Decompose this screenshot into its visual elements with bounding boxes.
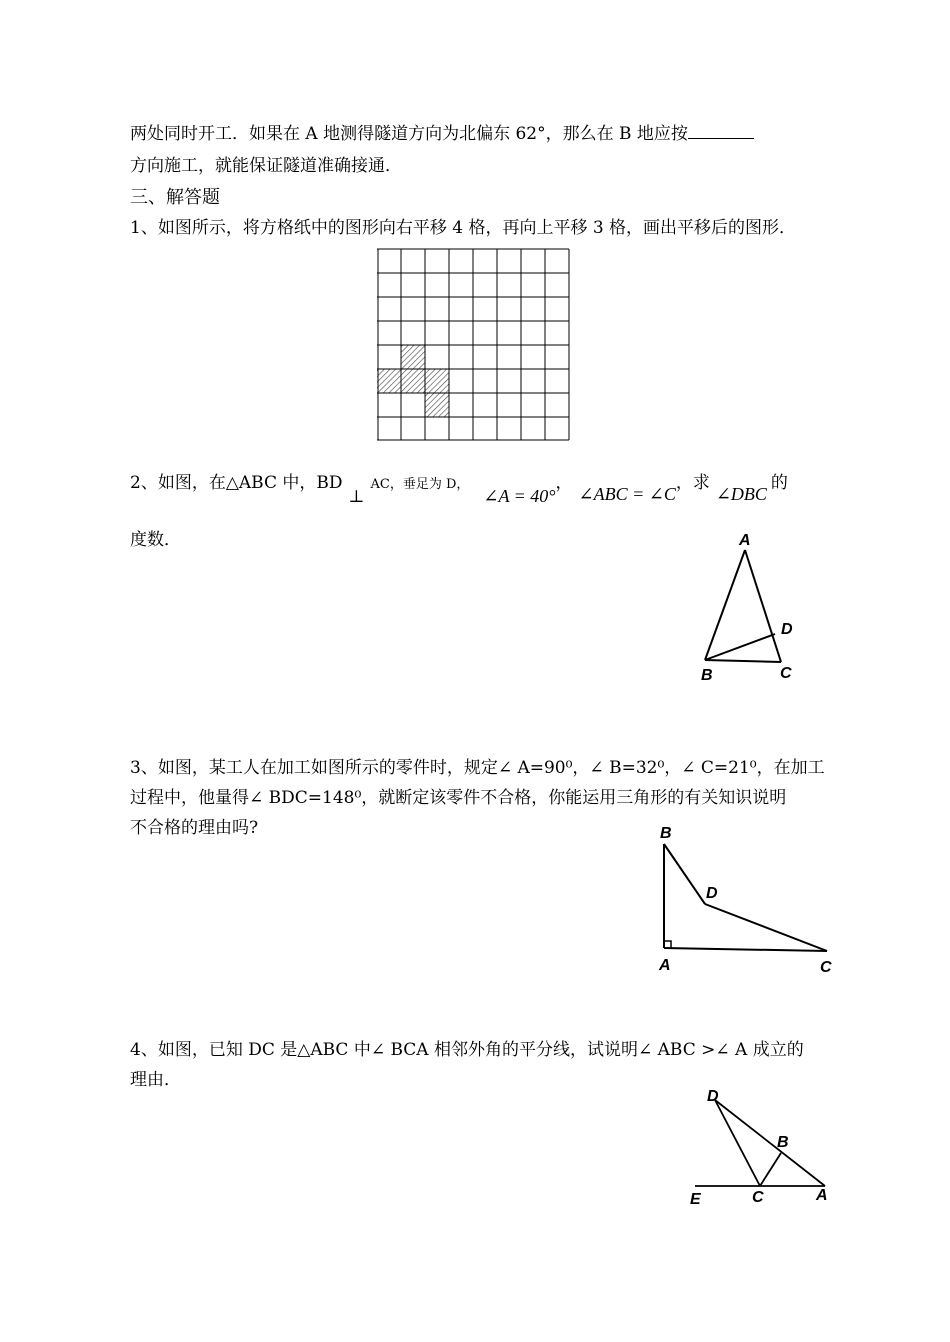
q2-line-1 [130,470,788,507]
q1-text: 1、如图所示，将方格纸中的图形向右平移 4 格，再向上平移 3 格，画出平移后的图形． [130,218,797,238]
q3-line-1: 3、如图，某工人在加工如图所示的零件时，规定∠ A=90⁰，∠ B=32⁰，∠ C=21⁰，在加工 [130,758,825,778]
answer-blank[interactable] [688,120,754,139]
q3-line-2: 过程中，他量得∠ BDC=148⁰，就断定该零件不合格，你能运用三角形的有关知识说明 [130,788,787,808]
q2-triangle-figure [695,530,805,690]
label-a: A [816,1187,828,1204]
q1-grid-figure [377,246,571,442]
intro-line-2: 方向施工，就能保证隧道准确接通． [130,156,402,176]
q4-triangle-figure [685,1085,835,1210]
intro-text: 两处同时开工．如果在 A 地测得隧道方向为北偏东 62°，那么在 B 地应按 [130,124,688,144]
q3-part-figure [652,822,842,982]
perp-symbol: ⊥ [348,487,365,507]
section-title: 三、解答题 [130,187,220,208]
q2-de: 的 [770,473,788,493]
q2-comma: ， [555,473,573,493]
q4-line-1: 4、如图，已知 DC 是△ABC 中∠ BCA 相邻外角的平分线，试说明∠ ABC >∠ A 成立的 [130,1040,804,1060]
q2-qiu: ，求 [675,473,710,493]
angle-eq-expr: ∠ABC = ∠C [578,484,676,504]
angle-dbc-expr: ∠DBC [715,484,767,504]
label-a: A [659,957,671,974]
label-c: C [752,1189,764,1206]
label-b: B [777,1134,789,1151]
label-e: E [690,1191,701,1208]
q2-prefix: 2、如图，在△ABC 中，BD [130,473,343,493]
intro-line-1 [130,120,754,146]
q4-line-2: 理由． [130,1070,181,1090]
label-b: B [660,825,672,842]
label-d: D [706,885,718,902]
label-d: D [707,1088,719,1105]
label-b: B [701,667,713,684]
grid-lines [377,249,569,440]
angle-a-expr: ∠A = 40° [483,486,556,506]
label-c: C [780,665,792,682]
q2-line-2: 度数． [130,530,181,550]
q3-line-3: 不合格的理由吗? [130,818,259,838]
shaded-cells [377,345,449,417]
label-a: A [739,532,751,549]
q2-mid: AC，垂足为 D， [370,477,470,492]
label-d: D [781,621,793,638]
label-c: C [820,959,832,976]
